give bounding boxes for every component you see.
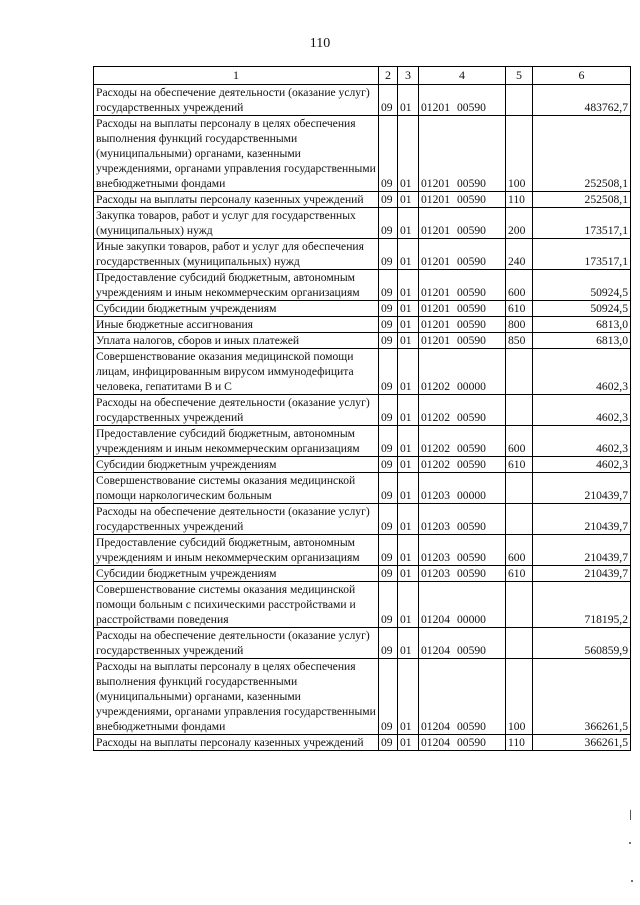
row-expense-type: 600 bbox=[506, 535, 533, 566]
row-target-program: 01201 bbox=[421, 255, 450, 268]
row-target-article bbox=[419, 535, 506, 566]
row-target-article bbox=[419, 582, 506, 628]
row-target-program: 01201 bbox=[421, 101, 450, 114]
row-target-article bbox=[419, 349, 506, 395]
row-target-direction: 00590 bbox=[456, 567, 486, 580]
table-row bbox=[94, 473, 631, 504]
row-subsection: 01 bbox=[398, 349, 419, 395]
row-target-direction: 00590 bbox=[456, 551, 486, 564]
row-target-program: 01204 bbox=[421, 613, 450, 626]
row-target-program: 01204 bbox=[421, 736, 450, 749]
table-row bbox=[94, 426, 631, 457]
table-row bbox=[94, 395, 631, 426]
row-name: Расходы на выплаты персоналу в целях обеспечения выполнения функций государственными (муниципальными) органами, казенными учреждениями, органами управления государственными внебюджетными фондами bbox=[94, 659, 379, 735]
row-target-article bbox=[419, 270, 506, 301]
row-target-article bbox=[419, 426, 506, 457]
row-target-program: 01201 bbox=[421, 224, 450, 237]
table-row bbox=[94, 582, 631, 628]
table-row bbox=[94, 85, 631, 116]
table-row bbox=[94, 504, 631, 535]
table-row bbox=[94, 333, 631, 349]
row-name: Уплата налогов, сборов и иных платежей bbox=[94, 333, 379, 349]
row-amount: 366261,5 bbox=[533, 735, 631, 751]
row-section: 09 bbox=[379, 208, 398, 239]
row-subsection: 01 bbox=[398, 333, 419, 349]
row-target-article bbox=[419, 504, 506, 535]
row-expense-type: 100 bbox=[506, 659, 533, 735]
row-name: Закупка товаров, работ и услуг для государственных (муниципальных) нужд bbox=[94, 208, 379, 239]
row-expense-type bbox=[506, 582, 533, 628]
table-row bbox=[94, 239, 631, 270]
row-name: Расходы на обеспечение деятельности (оказание услуг) государственных учреждений bbox=[94, 504, 379, 535]
row-target-direction: 00590 bbox=[456, 644, 486, 657]
row-subsection: 01 bbox=[398, 659, 419, 735]
row-target-article bbox=[419, 395, 506, 426]
row-expense-type bbox=[506, 473, 533, 504]
row-section: 09 bbox=[379, 333, 398, 349]
row-expense-type: 600 bbox=[506, 270, 533, 301]
row-subsection: 01 bbox=[398, 301, 419, 317]
row-subsection: 01 bbox=[398, 239, 419, 270]
column-header-expense-type: 5 bbox=[506, 67, 533, 85]
row-section: 09 bbox=[379, 473, 398, 504]
row-name: Предоставление субсидий бюджетным, автономным учреждениям и иным некоммерческим организациям bbox=[94, 270, 379, 301]
row-section: 09 bbox=[379, 270, 398, 301]
row-target-program: 01204 bbox=[421, 644, 450, 657]
row-section: 09 bbox=[379, 317, 398, 333]
row-name: Расходы на выплаты персоналу в целях обеспечения выполнения функций государственными (муниципальными) органами, казенными учреждениями, органами управления государственными внебюджетными фондами bbox=[94, 116, 379, 192]
row-expense-type: 110 bbox=[506, 735, 533, 751]
row-amount: 4602,3 bbox=[533, 349, 631, 395]
row-expense-type bbox=[506, 395, 533, 426]
row-name: Предоставление субсидий бюджетным, автономным учреждениям и иным некоммерческим организациям bbox=[94, 535, 379, 566]
row-amount: 210439,7 bbox=[533, 566, 631, 582]
scan-dot bbox=[631, 880, 633, 882]
row-amount: 210439,7 bbox=[533, 504, 631, 535]
row-name: Иные бюджетные ассигнования bbox=[94, 317, 379, 333]
row-target-direction: 00590 bbox=[456, 224, 486, 237]
column-header-target-article: 4 bbox=[419, 67, 506, 85]
row-target-direction: 00590 bbox=[456, 442, 486, 455]
table-row bbox=[94, 317, 631, 333]
row-name: Расходы на выплаты персоналу казенных учреждений bbox=[94, 192, 379, 208]
row-amount: 6813,0 bbox=[533, 333, 631, 349]
row-expense-type: 610 bbox=[506, 301, 533, 317]
column-header-amount: 6 bbox=[533, 67, 631, 85]
row-amount: 6813,0 bbox=[533, 317, 631, 333]
row-target-program: 01202 bbox=[421, 380, 450, 393]
row-target-program: 01202 bbox=[421, 442, 450, 455]
row-amount: 173517,1 bbox=[533, 239, 631, 270]
row-name: Совершенствование оказания медицинской помощи лицам, инфицированным вирусом иммунодефицита человека, гепатитами В и С bbox=[94, 349, 379, 395]
row-target-program: 01203 bbox=[421, 520, 450, 533]
row-subsection: 01 bbox=[398, 192, 419, 208]
row-amount: 366261,5 bbox=[533, 659, 631, 735]
row-section: 09 bbox=[379, 426, 398, 457]
row-target-program: 01203 bbox=[421, 489, 450, 502]
row-section: 09 bbox=[379, 301, 398, 317]
row-target-article bbox=[419, 566, 506, 582]
row-target-article bbox=[419, 301, 506, 317]
row-name: Предоставление субсидий бюджетным, автономным учреждениям и иным некоммерческим организациям bbox=[94, 426, 379, 457]
row-target-article bbox=[419, 333, 506, 349]
row-target-direction: 00590 bbox=[456, 736, 486, 749]
row-subsection: 01 bbox=[398, 116, 419, 192]
row-target-article bbox=[419, 735, 506, 751]
row-expense-type: 610 bbox=[506, 566, 533, 582]
scan-mark bbox=[630, 810, 631, 820]
row-section: 09 bbox=[379, 239, 398, 270]
row-amount: 252508,1 bbox=[533, 192, 631, 208]
table-row bbox=[94, 628, 631, 659]
row-target-program: 01201 bbox=[421, 286, 450, 299]
row-target-direction: 00590 bbox=[456, 318, 486, 331]
row-amount: 718195,2 bbox=[533, 582, 631, 628]
row-target-article bbox=[419, 659, 506, 735]
row-name: Расходы на обеспечение деятельности (оказание услуг) государственных учреждений bbox=[94, 628, 379, 659]
row-expense-type bbox=[506, 504, 533, 535]
row-target-direction: 00590 bbox=[456, 101, 486, 114]
row-amount: 4602,3 bbox=[533, 395, 631, 426]
row-subsection: 01 bbox=[398, 457, 419, 473]
row-section: 09 bbox=[379, 566, 398, 582]
row-target-program: 01202 bbox=[421, 411, 450, 424]
column-header-name: 1 bbox=[94, 67, 379, 85]
row-target-program: 01201 bbox=[421, 334, 450, 347]
row-target-article bbox=[419, 457, 506, 473]
table-row bbox=[94, 659, 631, 735]
row-section: 09 bbox=[379, 535, 398, 566]
row-expense-type: 850 bbox=[506, 333, 533, 349]
row-section: 09 bbox=[379, 192, 398, 208]
row-expense-type bbox=[506, 628, 533, 659]
row-target-direction: 00590 bbox=[456, 411, 486, 424]
row-target-program: 01204 bbox=[421, 720, 450, 733]
row-target-direction: 00590 bbox=[456, 334, 486, 347]
row-subsection: 01 bbox=[398, 628, 419, 659]
row-subsection: 01 bbox=[398, 270, 419, 301]
row-amount: 210439,7 bbox=[533, 473, 631, 504]
row-name: Расходы на обеспечение деятельности (оказание услуг) государственных учреждений bbox=[94, 395, 379, 426]
column-header-subsection: 3 bbox=[398, 67, 419, 85]
row-target-direction: 00590 bbox=[456, 286, 486, 299]
row-target-article bbox=[419, 239, 506, 270]
row-target-program: 01203 bbox=[421, 551, 450, 564]
row-amount: 483762,7 bbox=[533, 85, 631, 116]
row-name: Совершенствование системы оказания медицинской помощи наркологическим больным bbox=[94, 473, 379, 504]
table-row bbox=[94, 208, 631, 239]
row-section: 09 bbox=[379, 349, 398, 395]
row-target-article bbox=[419, 192, 506, 208]
row-expense-type: 800 bbox=[506, 317, 533, 333]
row-target-direction: 00000 bbox=[456, 613, 486, 626]
row-amount: 4602,3 bbox=[533, 426, 631, 457]
row-target-direction: 00000 bbox=[456, 489, 486, 502]
row-section: 09 bbox=[379, 582, 398, 628]
table-row bbox=[94, 192, 631, 208]
table-row bbox=[94, 301, 631, 317]
row-section: 09 bbox=[379, 116, 398, 192]
table-row bbox=[94, 735, 631, 751]
row-target-direction: 00590 bbox=[456, 302, 486, 315]
row-target-article bbox=[419, 116, 506, 192]
row-target-direction: 00590 bbox=[456, 458, 486, 471]
row-amount: 210439,7 bbox=[533, 535, 631, 566]
row-name: Расходы на обеспечение деятельности (оказание услуг) государственных учреждений bbox=[94, 85, 379, 116]
table-row bbox=[94, 566, 631, 582]
row-subsection: 01 bbox=[398, 735, 419, 751]
page-number: 110 bbox=[309, 36, 331, 51]
row-subsection: 01 bbox=[398, 426, 419, 457]
row-section: 09 bbox=[379, 659, 398, 735]
row-name: Субсидии бюджетным учреждениям bbox=[94, 457, 379, 473]
row-target-article bbox=[419, 317, 506, 333]
row-section: 09 bbox=[379, 457, 398, 473]
row-section: 09 bbox=[379, 628, 398, 659]
row-amount: 560859,9 bbox=[533, 628, 631, 659]
row-target-program: 01202 bbox=[421, 458, 450, 471]
row-section: 09 bbox=[379, 395, 398, 426]
table-header-row bbox=[94, 67, 631, 85]
table-body bbox=[94, 85, 631, 751]
row-expense-type: 610 bbox=[506, 457, 533, 473]
row-target-direction: 00590 bbox=[456, 520, 486, 533]
row-target-article bbox=[419, 85, 506, 116]
row-target-article bbox=[419, 208, 506, 239]
row-target-direction: 00590 bbox=[456, 193, 486, 206]
row-name: Совершенствование системы оказания медицинской помощи больным с психическими расстройствами и расстройствами поведения bbox=[94, 582, 379, 628]
row-target-program: 01201 bbox=[421, 177, 450, 190]
budget-table bbox=[93, 66, 631, 751]
table-row bbox=[94, 457, 631, 473]
row-subsection: 01 bbox=[398, 208, 419, 239]
row-expense-type bbox=[506, 349, 533, 395]
row-target-program: 01203 bbox=[421, 567, 450, 580]
row-subsection: 01 bbox=[398, 395, 419, 426]
row-expense-type: 110 bbox=[506, 192, 533, 208]
column-header-section: 2 bbox=[379, 67, 398, 85]
scan-dot bbox=[629, 842, 631, 844]
row-name: Расходы на выплаты персоналу казенных учреждений bbox=[94, 735, 379, 751]
row-section: 09 bbox=[379, 735, 398, 751]
row-target-direction: 00590 bbox=[456, 177, 486, 190]
row-target-direction: 00590 bbox=[456, 255, 486, 268]
row-expense-type: 240 bbox=[506, 239, 533, 270]
row-amount: 173517,1 bbox=[533, 208, 631, 239]
row-section: 09 bbox=[379, 85, 398, 116]
row-name: Субсидии бюджетным учреждениям bbox=[94, 301, 379, 317]
row-expense-type bbox=[506, 85, 533, 116]
row-target-direction: 00000 bbox=[456, 380, 486, 393]
row-target-program: 01201 bbox=[421, 302, 450, 315]
row-subsection: 01 bbox=[398, 317, 419, 333]
row-subsection: 01 bbox=[398, 504, 419, 535]
row-subsection: 01 bbox=[398, 85, 419, 116]
row-subsection: 01 bbox=[398, 535, 419, 566]
table-row bbox=[94, 116, 631, 192]
row-expense-type: 600 bbox=[506, 426, 533, 457]
row-subsection: 01 bbox=[398, 566, 419, 582]
row-subsection: 01 bbox=[398, 473, 419, 504]
row-name: Иные закупки товаров, работ и услуг для обеспечения государственных (муниципальных) нужд bbox=[94, 239, 379, 270]
row-name: Субсидии бюджетным учреждениям bbox=[94, 566, 379, 582]
table-row bbox=[94, 535, 631, 566]
row-subsection: 01 bbox=[398, 582, 419, 628]
row-target-program: 01201 bbox=[421, 318, 450, 331]
row-target-program: 01201 bbox=[421, 193, 450, 206]
row-target-article bbox=[419, 473, 506, 504]
row-amount: 252508,1 bbox=[533, 116, 631, 192]
row-amount: 50924,5 bbox=[533, 301, 631, 317]
table-row bbox=[94, 349, 631, 395]
row-amount: 50924,5 bbox=[533, 270, 631, 301]
row-expense-type: 200 bbox=[506, 208, 533, 239]
row-target-direction: 00590 bbox=[456, 720, 486, 733]
row-amount: 4602,3 bbox=[533, 457, 631, 473]
table-row bbox=[94, 270, 631, 301]
row-section: 09 bbox=[379, 504, 398, 535]
row-target-article bbox=[419, 628, 506, 659]
row-expense-type: 100 bbox=[506, 116, 533, 192]
